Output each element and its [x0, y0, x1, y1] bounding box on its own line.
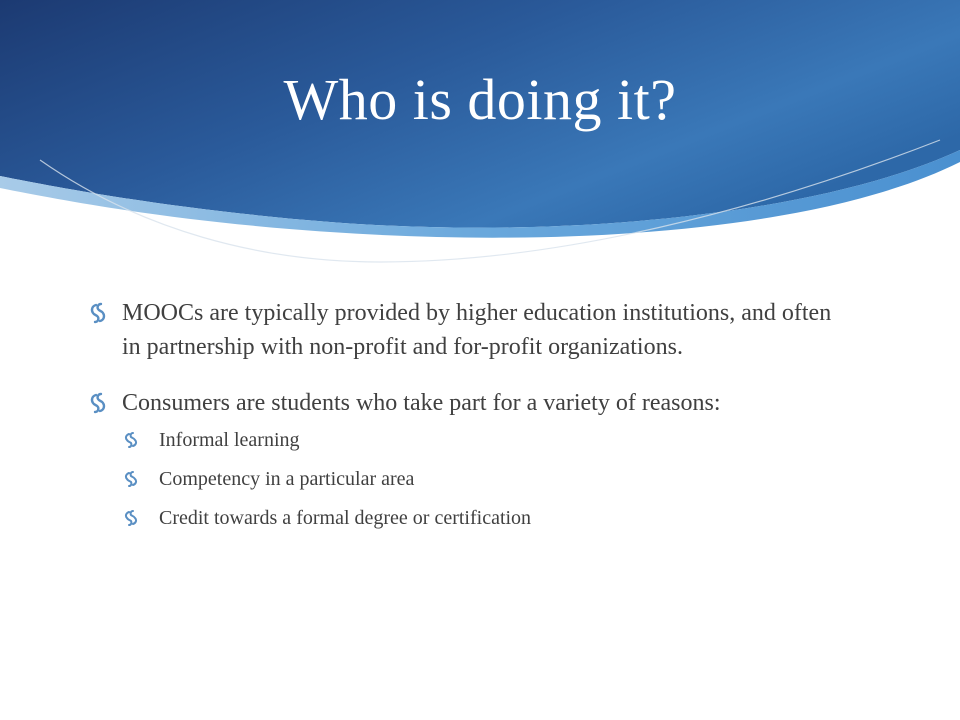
bullet-item: [88, 386, 848, 420]
fleuron-bullet-icon: [88, 386, 108, 420]
slide-body: [88, 296, 848, 543]
sub-bullet-item: [123, 504, 848, 532]
sub-bullet-text: Credit towards a formal degree or certification: [159, 507, 532, 529]
fleuron-bullet-icon: [123, 504, 139, 532]
sub-bullet-text: Informal learning: [159, 429, 300, 451]
bullet-text: MOOCs are typically provided by higher education institutions, and often in partnership with non-profit and for-profit organizations.: [122, 300, 832, 360]
slide-title: Who is doing it?: [283, 67, 677, 132]
header-wave-background: [0, 0, 960, 280]
sub-bullet-list: [88, 426, 848, 532]
bullet-text: Consumers are students who take part for a variety of reasons:: [122, 390, 721, 416]
fleuron-bullet-icon: [88, 296, 108, 330]
bullet-item: [88, 296, 848, 364]
sub-bullet-text: Competency in a particular area: [159, 468, 415, 490]
sub-bullet-item: [123, 426, 848, 454]
fleuron-bullet-icon: [123, 426, 139, 454]
sub-bullet-item: [123, 465, 848, 493]
fleuron-bullet-icon: [123, 465, 139, 493]
